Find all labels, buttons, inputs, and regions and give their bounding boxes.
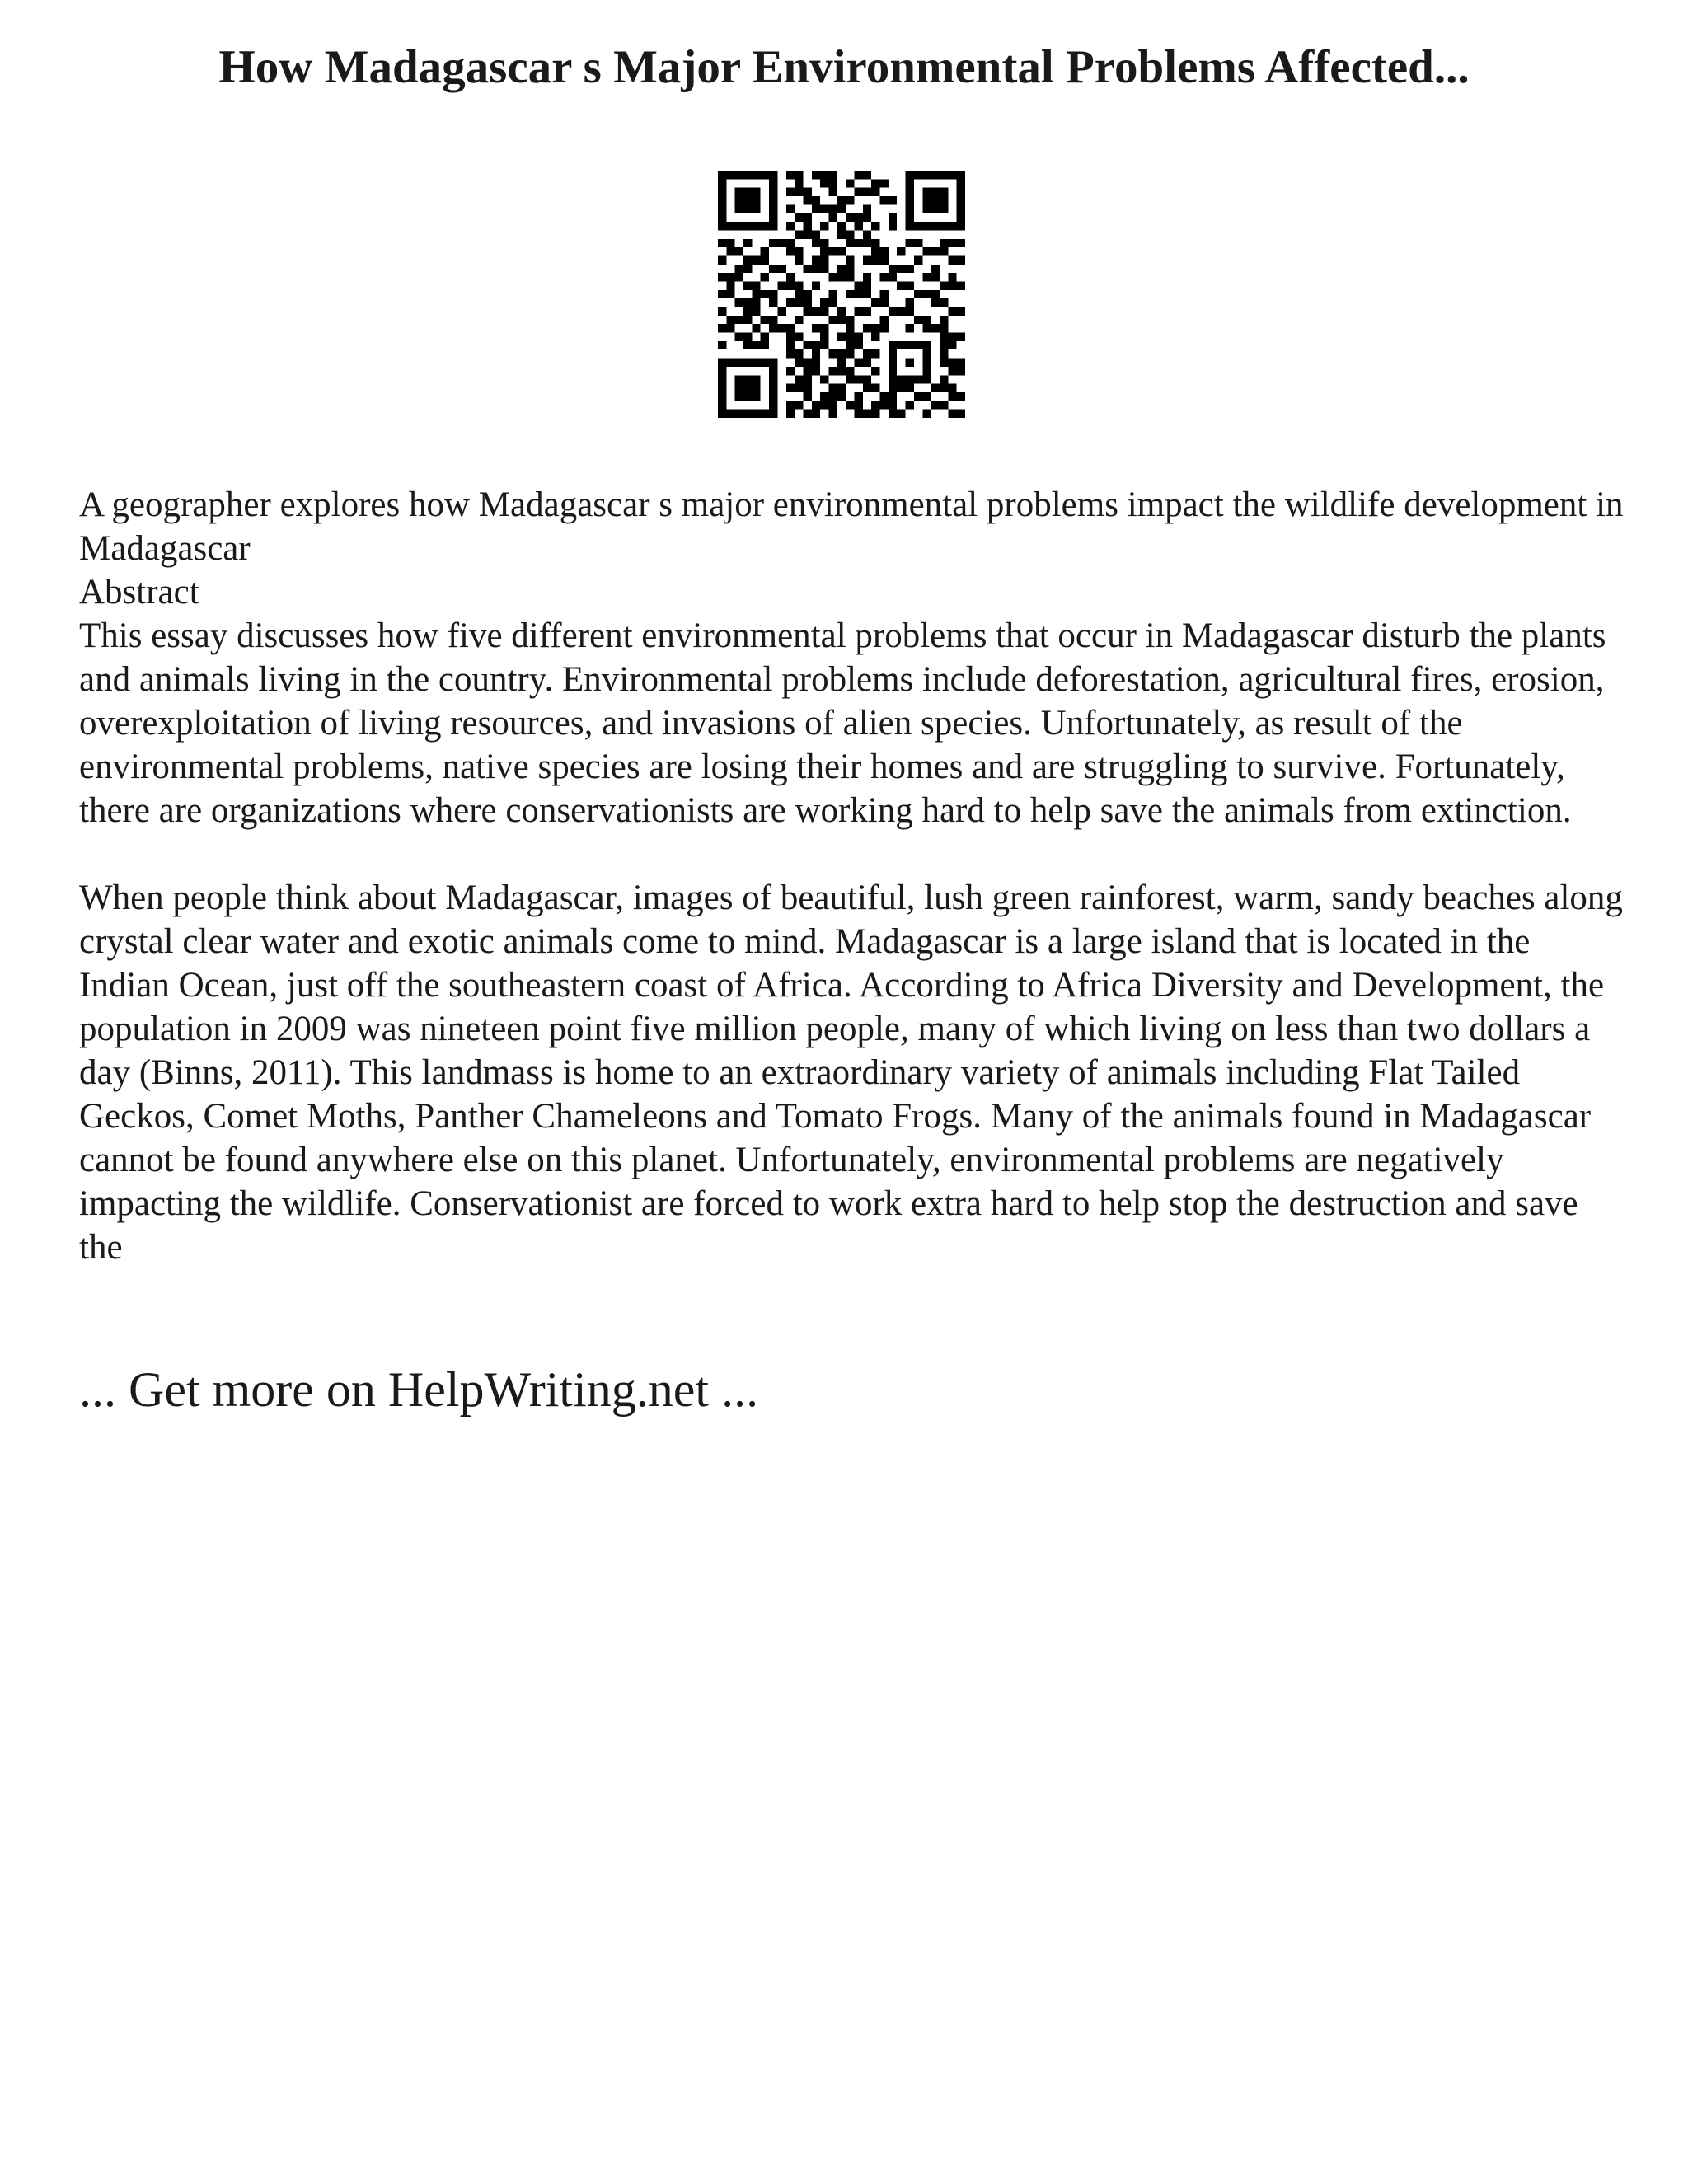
abstract-body: This essay discusses how five different environmental problems that occur in Madagascar disturb the plants and animals living in the country. Environmental problems include deforestation, agricultural fires, erosion, overexploitation of living resources, and invasions of alien species. Unfortunately, as result of the environmental problems, native species are losing their homes and are struggling to survive. Fortunately, there are organizations where conservationists are working hard to help save the animals from extinction. bbox=[79, 616, 1606, 830]
subtitle: A geographer explores how Madagascar s major environmental problems impact the wildlife development in Madagascar bbox=[79, 485, 1624, 568]
paragraph-1: When people think about Madagascar, images of beautiful, lush green rainforest, warm, sandy beaches along crystal clear water and exotic animals come to mind. Madagascar is a large island that is located in the Indian Ocean, just off the southeastern coast of Africa. According to Africa Diversity and Development, the population in 2009 was nineteen point five million people, many of which living on less than two dollars a day (Binns, 2011). This landmass is home to an extraordinary variety of animals including Flat Tailed Geckos, Comet Moths, Panther Chameleons and Tomato Frogs. Many of the animals found in Madagascar cannot be found anywhere else on this planet. Unfortunately, environmental problems are negatively impacting the wildlife. Conservationist are forced to work extra hard to help stop the destruction and save the bbox=[79, 879, 1623, 1267]
qr-code-icon bbox=[718, 171, 965, 418]
document-title: How Madagascar s Major Environmental Problems Affected... bbox=[218, 41, 1470, 93]
paragraph-spacer bbox=[79, 832, 1629, 876]
get-more-link[interactable]: ... Get more on HelpWriting.net ... bbox=[79, 1362, 759, 1417]
document-body bbox=[79, 483, 1629, 1269]
abstract-heading: Abstract bbox=[79, 573, 199, 612]
